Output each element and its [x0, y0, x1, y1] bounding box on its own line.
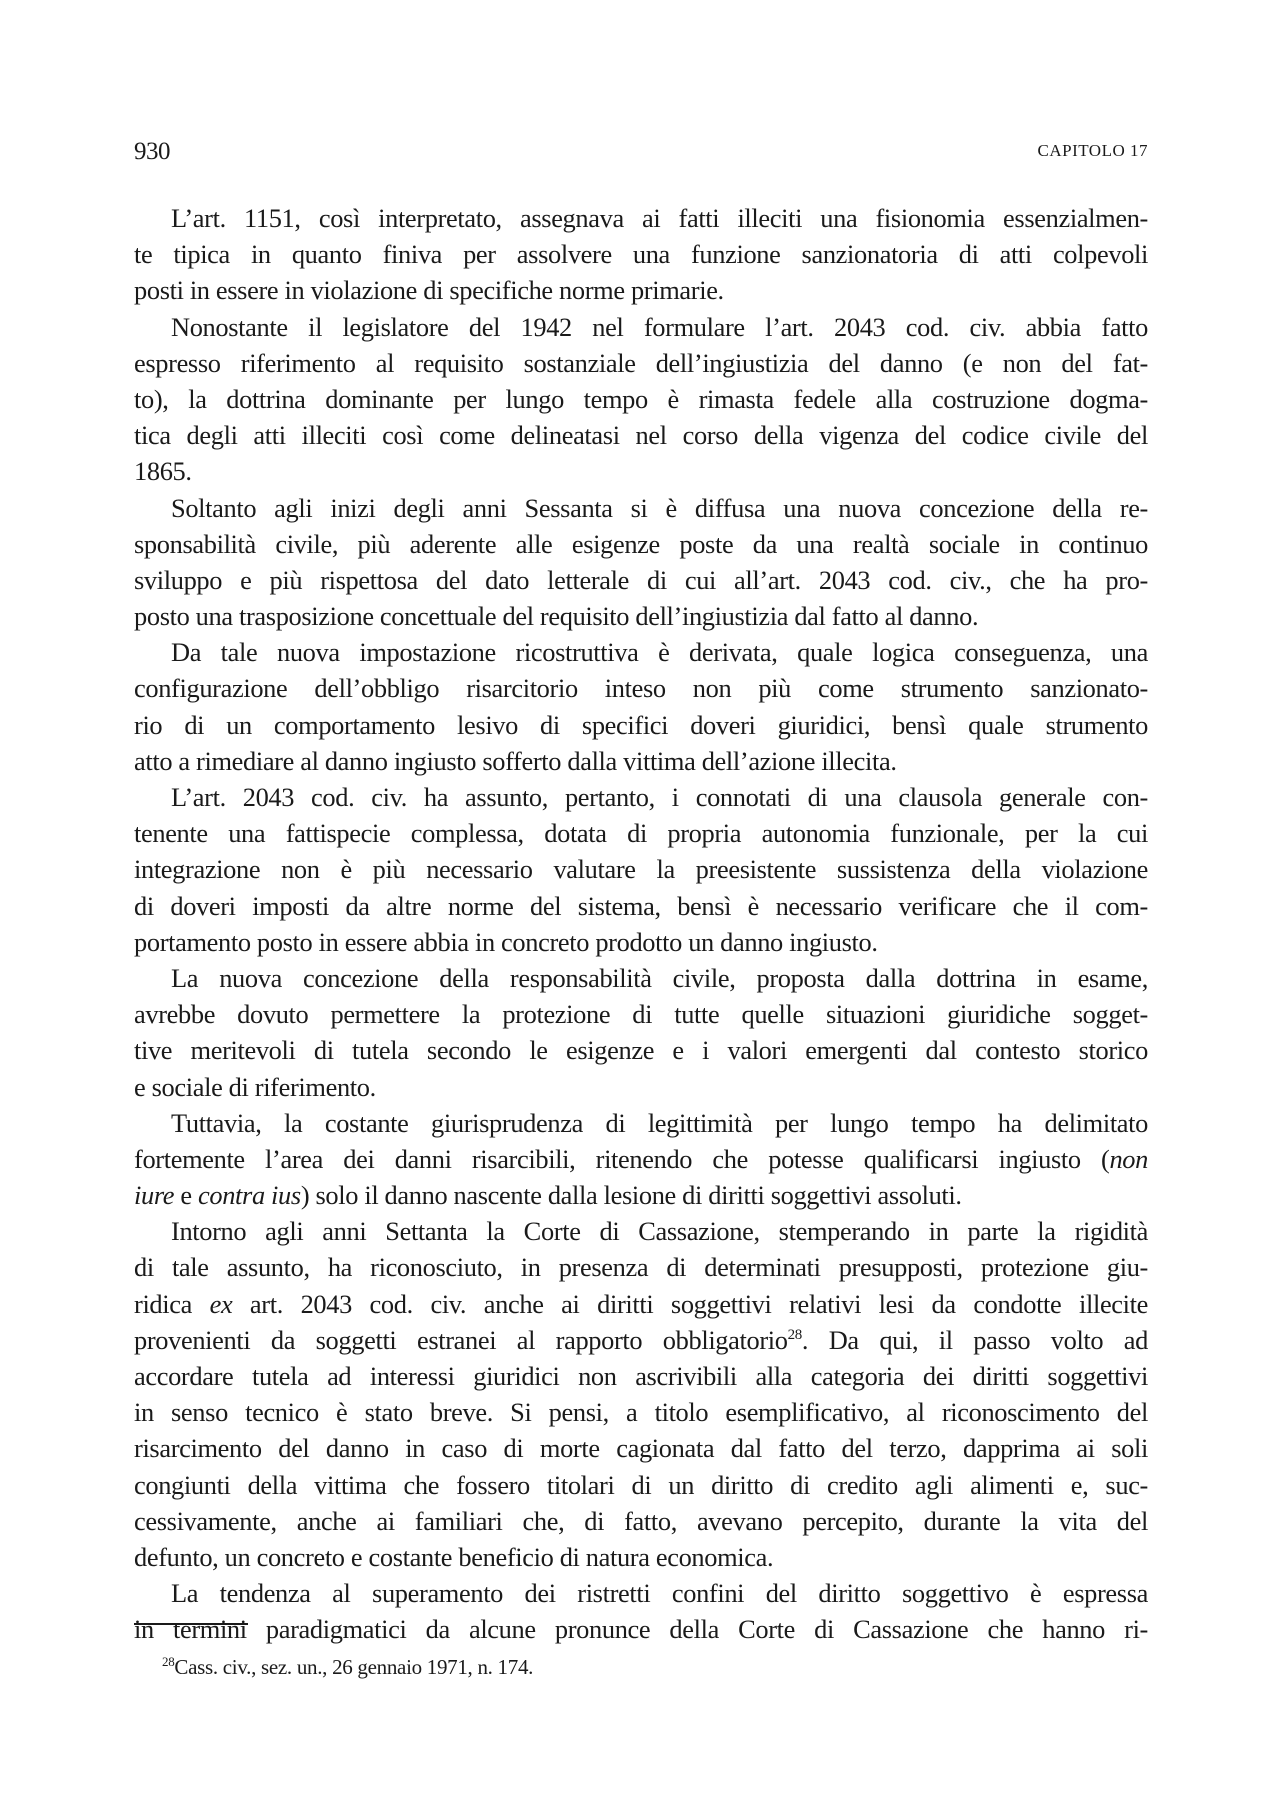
paragraph — [134, 960, 1148, 1105]
text-line — [134, 1177, 1148, 1213]
italic-term: contra ius — [198, 1180, 301, 1211]
paragraph — [134, 200, 1148, 309]
text-run: . Da qui, il passo volto ad — [801, 1324, 1149, 1355]
paragraph — [134, 1213, 1148, 1575]
text-run: e — [174, 1180, 198, 1211]
text-line: in termini paradigmatici da alcune pronunce della Corte di Cassazione che hanno ri- — [134, 1614, 1148, 1645]
text-line: congiunti della vittima che fossero titolari di un diritto di credito agli alimenti e, suc- — [134, 1469, 1148, 1500]
italic-term: non — [1109, 1143, 1148, 1174]
text-line: espresso riferimento al requisito sostanziale dell’ingiustizia del danno (e non del fat- — [134, 347, 1148, 378]
footnote — [162, 1655, 533, 1680]
text-line: cessivamente, anche ai familiari che, di fatto, avevano percepito, durante la vita del — [134, 1505, 1148, 1536]
running-head: CAPITOLO 17 — [1037, 141, 1148, 160]
paragraph — [134, 779, 1148, 960]
footnote-text: Cass. civ., sez. un., 26 gennaio 1971, n. 174. — [174, 1655, 534, 1679]
text-line: configurazione dell’obbligo risarcitorio inteso non più come strumento sanzionato- — [134, 673, 1148, 704]
text-line: risarcimento del danno in caso di morte cagionata dal fatto del terzo, dapprima ai soli — [134, 1433, 1148, 1464]
page-header — [134, 138, 1148, 168]
text-line: Da tale nuova impostazione ricostruttiva è derivata, quale logica conseguenza, una — [171, 637, 1148, 668]
page-number: 930 — [134, 138, 170, 165]
text-line: tive meritevoli di tutela secondo le esigenze e i valori emergenti dal contesto storico — [134, 1035, 1148, 1066]
text-line: di doveri imposti da altre norme del sistema, bensì è necessario verificare che il com- — [134, 890, 1148, 921]
text-line — [134, 1141, 1148, 1177]
text-line: sviluppo e più rispettosa del dato letterale di cui all’art. 2043 cod. civ., che ha pro- — [134, 564, 1148, 595]
text-line: integrazione non è più necessario valutare la preesistente sussistenza della violazione — [134, 854, 1148, 885]
text-line: Nonostante il legislatore del 1942 nel formulare l’art. 2043 cod. civ. abbia fatto — [171, 311, 1148, 342]
body-text — [134, 200, 1148, 1648]
text-line: avrebbe dovuto permettere la protezione di tutte quelle situazioni giuridiche sogget- — [134, 999, 1148, 1030]
text-run: fortemente l’area dei danni risarcibili, ritenendo che potesse qualificarsi ingiusto ( — [134, 1143, 1110, 1174]
text-line: tica degli atti illeciti così come delineatasi nel corso della vigenza del codice civile del — [134, 420, 1148, 451]
text-line: sponsabilità civile, più aderente alle esigenze poste da una realtà sociale in continuo — [134, 528, 1148, 559]
footnote-number: 28 — [162, 1654, 175, 1669]
paragraph — [134, 1575, 1148, 1647]
paragraph — [134, 1105, 1148, 1214]
text-line — [134, 1286, 1148, 1322]
text-line: L’art. 1151, così interpretato, assegnava ai fatti illeciti una fisionomia essenzialmen- — [171, 203, 1148, 233]
text-line: rio di un comportamento lesivo di specifici doveri giuridici, bensì quale strumento — [134, 709, 1148, 740]
text-line: di tale assunto, ha riconosciuto, in presenza di determinati presupposti, protezione giu- — [134, 1252, 1148, 1283]
paragraph — [134, 490, 1148, 635]
text-line: L’art. 2043 cod. civ. ha assunto, pertanto, i connotati di una clausola generale con- — [171, 782, 1148, 812]
text-line: Intorno agli anni Settanta la Corte di Cassazione, stemperando in parte la rigidità — [171, 1216, 1148, 1247]
text-run: ridica — [134, 1288, 210, 1319]
text-run: ) — [300, 1180, 316, 1211]
text-line: posto una trasposizione concettuale del requisito dell’ingiustizia dal fatto al danno. — [134, 601, 979, 632]
footnote-reference[interactable]: 28 — [787, 1326, 802, 1343]
text-line: 1865. — [134, 456, 192, 487]
text-line: La tendenza al superamento dei ristretti confini del diritto soggettivo è espressa — [171, 1578, 1148, 1609]
paragraph — [134, 309, 1148, 490]
text-line: Tuttavia, la costante giurisprudenza di legittimità per lungo tempo ha delimitato — [171, 1107, 1148, 1138]
text-line: atto a rimediare al danno ingiusto sofferto dalla vittima dell’azione illecita. — [134, 745, 897, 776]
italic-term: ex — [209, 1288, 233, 1319]
text-run: provenienti da soggetti estranei al rapporto obbligatorio — [134, 1324, 788, 1355]
text-line — [134, 1322, 1148, 1358]
footnote-divider — [134, 1623, 248, 1625]
text-line: te tipica in quanto finiva per assolvere una funzione sanzionatoria di atti colpevoli — [134, 239, 1148, 270]
text-line: La nuova concezione della responsabilità civile, proposta dalla dottrina in esame, — [171, 962, 1148, 993]
text-line: Soltanto agli inizi degli anni Sessanta si è diffusa una nuova concezione della re- — [171, 492, 1148, 523]
text-line: tenente una fattispecie complessa, dotata di propria autonomia funzionale, per la cui — [134, 818, 1148, 849]
paragraph — [134, 634, 1148, 779]
text-line: portamento posto in essere abbia in concreto prodotto un danno ingiusto. — [134, 926, 878, 957]
text-line: defunto, un concreto e costante beneficio di natura economica. — [134, 1541, 774, 1572]
text-line: in senso tecnico è stato breve. Si pensi, a titolo esemplificativo, al riconoscimento del — [134, 1397, 1148, 1428]
text-line: to), la dottrina dominante per lungo tempo è rimasta fedele alla costruzione dogma- — [134, 383, 1148, 414]
text-line: posti in essere in violazione di specifiche norme primarie. — [134, 275, 724, 306]
italic-term: iure — [134, 1180, 175, 1211]
text-line: e sociale di riferimento. — [134, 1071, 376, 1102]
text-line: accordare tutela ad interessi giuridici non ascrivibili alla categoria dei diritti soggettivi — [134, 1361, 1148, 1391]
text-run: art. 2043 cod. civ. anche ai diritti soggettivi relativi lesi da condotte illecite — [232, 1288, 1148, 1319]
text-run: solo il danno nascente dalla lesione di diritti soggettivi assoluti. — [315, 1180, 962, 1211]
